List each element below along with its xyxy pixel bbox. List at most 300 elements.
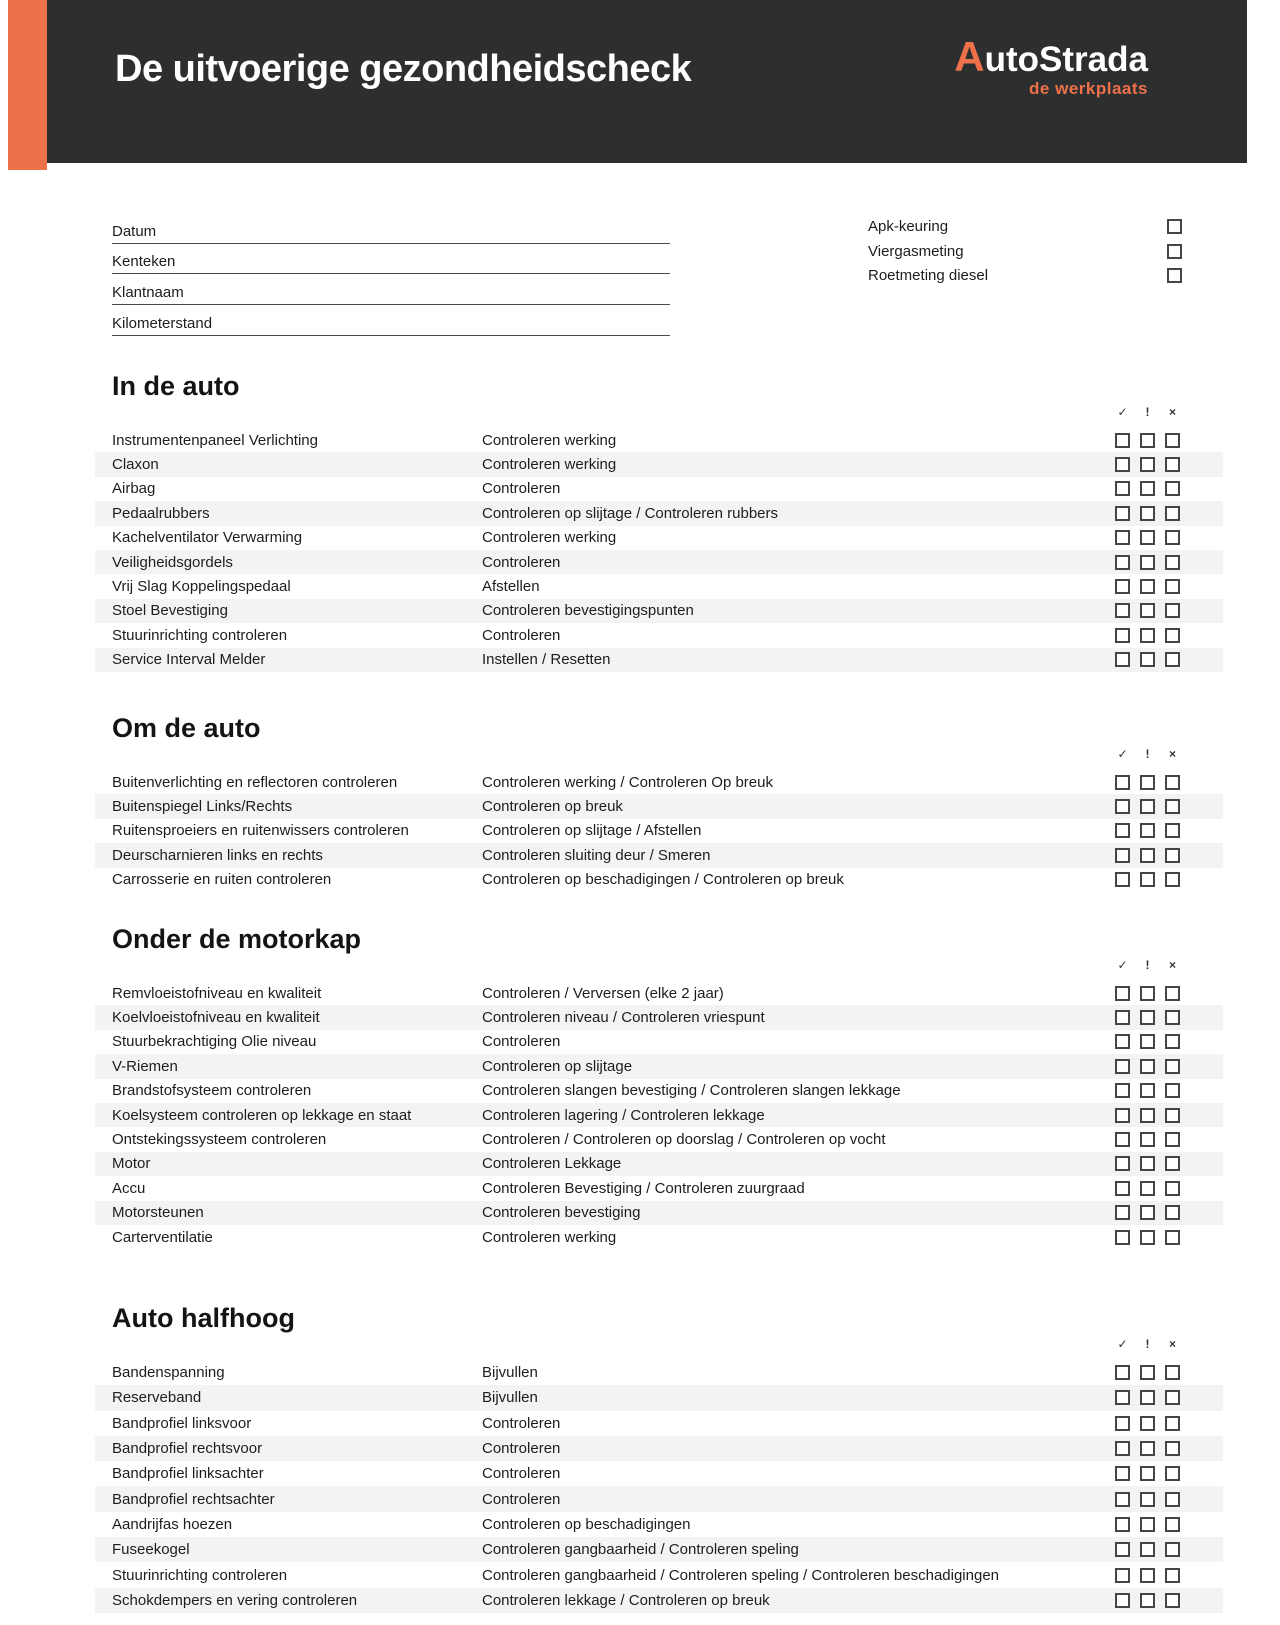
checklist-checkboxes (1115, 506, 1180, 521)
checklist-action-label: Controleren sluiting deur / Smeren (482, 846, 711, 864)
checklist-checkboxes (1115, 1034, 1180, 1049)
checklist-action-label: Controleren op beschadigingen (482, 1515, 691, 1533)
check-attention-checkbox[interactable] (1140, 555, 1155, 570)
check-attention-symbol: ! (1145, 958, 1150, 972)
check-attention-checkbox[interactable] (1140, 1083, 1155, 1098)
check-fail-symbol: × (1168, 405, 1176, 419)
checklist-checkboxes (1115, 1156, 1180, 1171)
checklist-checkboxes (1115, 1108, 1180, 1123)
checklist-row (95, 648, 1223, 672)
checklist-checkboxes (1115, 1010, 1180, 1025)
checklist-item-label: Bandprofiel rechtsvoor (112, 1440, 263, 1458)
apk-keuring-checkbox[interactable] (1167, 219, 1182, 234)
inspection-options (868, 214, 1182, 288)
checklist-checkboxes (1115, 652, 1180, 667)
checklist-row (95, 1152, 1223, 1176)
checklist-checkboxes (1115, 603, 1180, 618)
check-fail-checkbox[interactable] (1165, 775, 1180, 790)
field-datum[interactable] (112, 213, 670, 244)
checklist-action-label: Controleren gangbaarheid / Controleren speling (482, 1541, 799, 1559)
check-fail-checkbox[interactable] (1165, 555, 1180, 570)
check-ok-checkbox[interactable] (1115, 1083, 1130, 1098)
check-attention-checkbox[interactable] (1140, 1390, 1155, 1405)
checklist-row (95, 1103, 1223, 1127)
check-fail-checkbox[interactable] (1165, 1492, 1180, 1507)
checklist-checkboxes (1115, 1517, 1180, 1532)
checklist-row (95, 599, 1223, 623)
checklist-row (95, 1360, 1223, 1385)
check-ok-checkbox[interactable] (1115, 1441, 1130, 1456)
check-ok-checkbox[interactable] (1115, 603, 1130, 618)
check-ok-checkbox[interactable] (1115, 1010, 1130, 1025)
checklist-item-label: Reserveband (112, 1389, 202, 1407)
checklist-item-label: Motorsteunen (112, 1204, 204, 1222)
checklist-checkboxes (1115, 1568, 1180, 1583)
checklist-item-label: Stoel Bevestiging (112, 602, 228, 620)
checklist-row (95, 1436, 1223, 1461)
checklist-row (95, 1054, 1223, 1078)
inspection-row (868, 239, 1182, 264)
checklist-action-label: Controleren gangbaarheid / Controleren speling / Controleren beschadigingen (482, 1566, 1000, 1584)
check-attention-checkbox[interactable] (1140, 457, 1155, 472)
checklist-item-label: V-Riemen (112, 1057, 178, 1075)
checklist-action-label: Controleren op slijtage / Controleren rubbers (482, 504, 778, 522)
checklist-action-label: Controleren werking (482, 529, 617, 547)
checklist-checkboxes (1115, 481, 1180, 496)
checklist-checkboxes (1115, 872, 1180, 887)
check-attention-checkbox[interactable] (1140, 1059, 1155, 1074)
accent-stripe (8, 0, 47, 170)
check-attention-checkbox[interactable] (1140, 1441, 1155, 1456)
checklist-row (95, 1225, 1223, 1249)
field-kenteken[interactable] (112, 244, 670, 275)
checklist-row (95, 1176, 1223, 1200)
field-klantnaam[interactable] (112, 274, 670, 305)
checklist-checkboxes (1115, 1416, 1180, 1431)
checklist-table (95, 770, 1223, 892)
checklist-item-label: Buitenverlichting en reflectoren controleren (112, 773, 398, 791)
check-attention-checkbox[interactable] (1140, 1365, 1155, 1380)
checklist-table (95, 981, 1223, 1249)
check-fail-checkbox[interactable] (1165, 872, 1180, 887)
check-ok-checkbox[interactable] (1115, 1108, 1130, 1123)
checklist-row (95, 574, 1223, 598)
check-attention-symbol: ! (1145, 747, 1150, 761)
checklist-item-label: Claxon (112, 456, 159, 474)
check-ok-symbol: ✓ (1117, 747, 1128, 761)
logo (954, 33, 1148, 98)
checklist-row (95, 1411, 1223, 1436)
check-fail-checkbox[interactable] (1165, 1205, 1180, 1220)
check-attention-checkbox[interactable] (1140, 872, 1155, 887)
check-fail-symbol: × (1168, 958, 1176, 972)
check-fail-checkbox[interactable] (1165, 1059, 1180, 1074)
checklist-checkboxes (1115, 1059, 1180, 1074)
check-attention-checkbox[interactable] (1140, 506, 1155, 521)
checklist-action-label: Afstellen (482, 578, 540, 596)
check-attention-checkbox[interactable] (1140, 986, 1155, 1001)
inspection-label: Roetmeting diesel (868, 267, 989, 285)
check-fail-checkbox[interactable] (1165, 1568, 1180, 1583)
checklist-row (95, 1461, 1223, 1486)
checklist-checkboxes (1115, 579, 1180, 594)
checklist-checkboxes (1115, 1441, 1180, 1456)
check-fail-checkbox[interactable] (1165, 481, 1180, 496)
check-attention-checkbox[interactable] (1140, 433, 1155, 448)
checklist-row (95, 1588, 1223, 1613)
checklist-row (95, 770, 1223, 794)
checklist-checkboxes (1115, 1542, 1180, 1557)
check-ok-checkbox[interactable] (1115, 775, 1130, 790)
checklist-row (95, 1030, 1223, 1054)
checklist-row (95, 868, 1223, 892)
field-label: Kenteken (112, 253, 176, 271)
check-ok-checkbox[interactable] (1115, 1205, 1130, 1220)
checklist-item-label: Fuseekogel (112, 1541, 190, 1559)
checklist-item-label: Bandprofiel linksvoor (112, 1414, 252, 1432)
checklist-item-label: Remvloeistofniveau en kwaliteit (112, 984, 322, 1002)
check-attention-checkbox[interactable] (1140, 579, 1155, 594)
check-fail-checkbox[interactable] (1165, 530, 1180, 545)
check-fail-checkbox[interactable] (1165, 1593, 1180, 1608)
checklist-action-label: Controleren werking (482, 1228, 617, 1246)
check-fail-checkbox[interactable] (1165, 986, 1180, 1001)
checklist-row (95, 794, 1223, 818)
checklist-item-label: Veiligheidsgordels (112, 553, 233, 571)
check-fail-checkbox[interactable] (1165, 1441, 1180, 1456)
checklist-action-label: Controleren (482, 480, 561, 498)
checklist-item-label: Koelvloeistofniveau en kwaliteit (112, 1009, 320, 1027)
checklist-action-label: Controleren op beschadigingen / Controleren op breuk (482, 871, 844, 889)
check-attention-checkbox[interactable] (1140, 481, 1155, 496)
check-ok-checkbox[interactable] (1115, 1365, 1130, 1380)
check-ok-checkbox[interactable] (1115, 1059, 1130, 1074)
check-fail-checkbox[interactable] (1165, 1108, 1180, 1123)
checklist-checkboxes (1115, 1083, 1180, 1098)
checklist-action-label: Controleren bevestigingspunten (482, 602, 694, 620)
checklist-row (95, 452, 1223, 476)
checklist-row (95, 428, 1223, 452)
checklist-checkboxes (1115, 1205, 1180, 1220)
checklist-action-label: Controleren op slijtage (482, 1057, 633, 1075)
field-label: Kilometerstand (112, 314, 213, 332)
check-column-header (95, 1336, 1223, 1352)
check-ok-checkbox[interactable] (1115, 481, 1130, 496)
roetmeting-diesel-checkbox[interactable] (1167, 268, 1182, 283)
checklist-checkboxes (1115, 1365, 1180, 1380)
check-fail-checkbox[interactable] (1165, 848, 1180, 863)
checklist-checkboxes (1115, 848, 1180, 863)
check-ok-symbol: ✓ (1117, 958, 1128, 972)
checklist-row (95, 1201, 1223, 1225)
check-fail-checkbox[interactable] (1165, 1156, 1180, 1171)
checklist-action-label: Controleren lekkage / Controleren op breuk (482, 1591, 770, 1609)
checklist-checkboxes (1115, 433, 1180, 448)
check-ok-checkbox[interactable] (1115, 1181, 1130, 1196)
checklist-action-label: Controleren Bevestiging / Controleren zuurgraad (482, 1179, 805, 1197)
checklist-action-label: Controleren Lekkage (482, 1155, 622, 1173)
checklist-action-label: Controleren bevestiging (482, 1204, 641, 1222)
check-fail-checkbox[interactable] (1165, 433, 1180, 448)
check-ok-checkbox[interactable] (1115, 628, 1130, 643)
checklist-row (95, 1486, 1223, 1511)
check-attention-checkbox[interactable] (1140, 1416, 1155, 1431)
section-title: Om de auto (112, 713, 261, 743)
checklist-row (95, 1512, 1223, 1537)
checklist-action-label: Controleren (482, 1414, 561, 1432)
checklist-row (95, 477, 1223, 501)
check-fail-symbol: × (1168, 747, 1176, 761)
checklist-item-label: Ruitensproeiers en ruitenwissers controleren (112, 822, 409, 840)
checklist-item-label: Motor (112, 1155, 151, 1173)
check-attention-checkbox[interactable] (1140, 1593, 1155, 1608)
checklist-item-label: Accu (112, 1179, 146, 1197)
check-ok-checkbox[interactable] (1115, 799, 1130, 814)
checklist-checkboxes (1115, 1593, 1180, 1608)
check-attention-checkbox[interactable] (1140, 848, 1155, 863)
checklist-item-label: Carrosserie en ruiten controleren (112, 871, 332, 889)
check-attention-checkbox[interactable] (1140, 603, 1155, 618)
check-fail-checkbox[interactable] (1165, 1083, 1180, 1098)
checklist-action-label: Controleren / Verversen (elke 2 jaar) (482, 984, 724, 1002)
check-ok-checkbox[interactable] (1115, 530, 1130, 545)
checklist-item-label: Schokdempers en vering controleren (112, 1591, 358, 1609)
check-ok-checkbox[interactable] (1115, 1568, 1130, 1583)
check-fail-checkbox[interactable] (1165, 1466, 1180, 1481)
check-attention-checkbox[interactable] (1140, 1156, 1155, 1171)
checklist-item-label: Ontstekingssysteem controleren (112, 1131, 327, 1149)
check-fail-checkbox[interactable] (1165, 1034, 1180, 1049)
checklist-action-label: Controleren / Controleren op doorslag / Controleren op vocht (482, 1131, 886, 1149)
check-attention-checkbox[interactable] (1140, 1492, 1155, 1507)
section-auto-halfhoog (95, 1302, 1223, 1613)
checklist-action-label: Controleren op slijtage / Afstellen (482, 822, 702, 840)
check-fail-checkbox[interactable] (1165, 799, 1180, 814)
section-om-de-auto (95, 712, 1223, 892)
checklist-checkboxes (1115, 775, 1180, 790)
check-attention-checkbox[interactable] (1140, 823, 1155, 838)
check-fail-checkbox[interactable] (1165, 1230, 1180, 1245)
check-attention-symbol: ! (1145, 1337, 1150, 1351)
checklist-action-label: Controleren lagering / Controleren lekkage (482, 1106, 765, 1124)
check-fail-checkbox[interactable] (1165, 457, 1180, 472)
inspection-row (868, 264, 1182, 289)
checklist-action-label: Controleren werking (482, 431, 617, 449)
checklist-row (95, 526, 1223, 550)
checklist-item-label: Buitenspiegel Links/Rechts (112, 798, 293, 816)
check-column-header (95, 746, 1223, 762)
check-fail-checkbox[interactable] (1165, 1390, 1180, 1405)
check-attention-checkbox[interactable] (1140, 1568, 1155, 1583)
check-ok-checkbox[interactable] (1115, 1390, 1130, 1405)
checklist-item-label: Koelsysteem controleren op lekkage en staat (112, 1106, 412, 1124)
checklist-row (95, 843, 1223, 867)
check-ok-checkbox[interactable] (1115, 1492, 1130, 1507)
check-ok-checkbox[interactable] (1115, 1034, 1130, 1049)
checklist-action-label: Controleren (482, 1465, 561, 1483)
check-ok-checkbox[interactable] (1115, 652, 1130, 667)
checklist-checkboxes (1115, 1492, 1180, 1507)
check-fail-checkbox[interactable] (1165, 1181, 1180, 1196)
checklist-checkboxes (1115, 986, 1180, 1001)
check-attention-checkbox[interactable] (1140, 1108, 1155, 1123)
form-fields (112, 213, 670, 336)
checklist-row (95, 1079, 1223, 1103)
checklist-checkboxes (1115, 555, 1180, 570)
checklist-action-label: Bijvullen (482, 1364, 538, 1382)
checklist-item-label: Pedaalrubbers (112, 504, 210, 522)
checklist-checkboxes (1115, 1466, 1180, 1481)
checklist-checkboxes (1115, 1132, 1180, 1147)
checklist-checkboxes (1115, 457, 1180, 472)
section-title: Onder de motorkap (112, 924, 362, 954)
check-ok-checkbox[interactable] (1115, 1416, 1130, 1431)
checklist-row (95, 501, 1223, 525)
checklist-action-label: Controleren (482, 1033, 561, 1051)
check-column-header (95, 957, 1223, 973)
checklist-action-label: Controleren op breuk (482, 798, 623, 816)
checklist-checkboxes (1115, 1390, 1180, 1405)
check-attention-symbol: ! (1145, 405, 1150, 419)
checklist-item-label: Vrij Slag Koppelingspedaal (112, 578, 291, 596)
check-ok-checkbox[interactable] (1115, 457, 1130, 472)
section-title: Auto halfhoog (112, 1303, 295, 1333)
checklist-item-label: Instrumentenpaneel Verlichting (112, 431, 318, 449)
checklist-action-label: Controleren slangen bevestiging / Controleren slangen lekkage (482, 1082, 901, 1100)
inspection-row (868, 214, 1182, 239)
checklist-item-label: Airbag (112, 480, 156, 498)
logo-wordmark (954, 33, 1148, 80)
page-title: De uitvoerige gezondheidscheck (115, 48, 692, 90)
checklist-item-label: Deurscharnieren links en rechts (112, 846, 323, 864)
check-column-header (95, 404, 1223, 420)
check-fail-checkbox[interactable] (1165, 1132, 1180, 1147)
checklist-table (95, 1360, 1223, 1613)
check-fail-checkbox[interactable] (1165, 579, 1180, 594)
inspection-label: Viergasmeting (868, 242, 964, 260)
checklist-checkboxes (1115, 799, 1180, 814)
check-fail-checkbox[interactable] (1165, 1010, 1180, 1025)
checklist-row (95, 1127, 1223, 1151)
check-attention-checkbox[interactable] (1140, 1205, 1155, 1220)
header (47, 0, 1247, 163)
check-ok-checkbox[interactable] (1115, 848, 1130, 863)
check-fail-checkbox[interactable] (1165, 1542, 1180, 1557)
check-ok-checkbox[interactable] (1115, 555, 1130, 570)
check-attention-checkbox[interactable] (1140, 1230, 1155, 1245)
checklist-action-label: Controleren (482, 1440, 561, 1458)
check-attention-checkbox[interactable] (1140, 1010, 1155, 1025)
check-attention-checkbox[interactable] (1140, 652, 1155, 667)
section-in-de-auto (95, 370, 1223, 672)
check-fail-checkbox[interactable] (1165, 823, 1180, 838)
check-ok-symbol: ✓ (1117, 405, 1128, 419)
checklist-table (95, 428, 1223, 672)
check-ok-checkbox[interactable] (1115, 986, 1130, 1001)
check-ok-checkbox[interactable] (1115, 1156, 1130, 1171)
checklist-action-label: Controleren (482, 553, 561, 571)
check-ok-checkbox[interactable] (1115, 1593, 1130, 1608)
checklist-row (95, 1005, 1223, 1029)
checklist-item-label: Service Interval Melder (112, 651, 266, 669)
checklist-row (95, 623, 1223, 647)
section-onder-de-motorkap (95, 923, 1223, 1249)
checklist-action-label: Bijvullen (482, 1389, 538, 1407)
check-attention-checkbox[interactable] (1140, 1466, 1155, 1481)
check-fail-checkbox[interactable] (1165, 506, 1180, 521)
checklist-action-label: Controleren niveau / Controleren vriespunt (482, 1009, 765, 1027)
check-attention-checkbox[interactable] (1140, 1132, 1155, 1147)
checklist-row (95, 1537, 1223, 1562)
checklist-row (95, 819, 1223, 843)
field-kilometerstand[interactable] (112, 305, 670, 336)
check-ok-checkbox[interactable] (1115, 1230, 1130, 1245)
checklist-item-label: Bandprofiel linksachter (112, 1465, 264, 1483)
viergasmeting-checkbox[interactable] (1167, 244, 1182, 259)
checklist-action-label: Instellen / Resetten (482, 651, 611, 669)
check-ok-checkbox[interactable] (1115, 579, 1130, 594)
checklist-row (95, 981, 1223, 1005)
check-attention-checkbox[interactable] (1140, 628, 1155, 643)
checklist-item-label: Bandenspanning (112, 1364, 225, 1382)
check-ok-checkbox[interactable] (1115, 872, 1130, 887)
check-ok-checkbox[interactable] (1115, 1542, 1130, 1557)
check-ok-checkbox[interactable] (1115, 506, 1130, 521)
check-attention-checkbox[interactable] (1140, 1034, 1155, 1049)
logo-subtitle: de werkplaats (1029, 79, 1148, 98)
check-fail-checkbox[interactable] (1165, 628, 1180, 643)
check-attention-checkbox[interactable] (1140, 530, 1155, 545)
check-ok-checkbox[interactable] (1115, 1466, 1130, 1481)
checklist-checkboxes (1115, 628, 1180, 643)
check-attention-checkbox[interactable] (1140, 1517, 1155, 1532)
check-fail-checkbox[interactable] (1165, 1517, 1180, 1532)
checklist-item-label: Carterventilatie (112, 1228, 213, 1246)
field-label: Klantnaam (112, 284, 184, 302)
checklist-row (95, 1385, 1223, 1410)
checklist-checkboxes (1115, 823, 1180, 838)
check-fail-checkbox[interactable] (1165, 1416, 1180, 1431)
checklist-action-label: Controleren (482, 626, 561, 644)
checklist-checkboxes (1115, 1230, 1180, 1245)
check-attention-checkbox[interactable] (1140, 1542, 1155, 1557)
checklist-checkboxes (1115, 530, 1180, 545)
checklist-item-label: Stuurinrichting controleren (112, 1566, 288, 1584)
check-ok-checkbox[interactable] (1115, 1517, 1130, 1532)
logo-accent-letter: A (954, 33, 985, 80)
checklist-item-label: Brandstofsysteem controleren (112, 1082, 312, 1100)
check-attention-checkbox[interactable] (1140, 799, 1155, 814)
checklist-item-label: Aandrijfas hoezen (112, 1515, 233, 1533)
check-attention-checkbox[interactable] (1140, 775, 1155, 790)
check-ok-checkbox[interactable] (1115, 433, 1130, 448)
checklist-row (95, 550, 1223, 574)
check-attention-checkbox[interactable] (1140, 1181, 1155, 1196)
check-ok-checkbox[interactable] (1115, 1132, 1130, 1147)
field-label: Datum (112, 222, 157, 240)
check-fail-checkbox[interactable] (1165, 603, 1180, 618)
checklist-item-label: Stuurinrichting controleren (112, 626, 288, 644)
checklist-item-label: Kachelventilator Verwarming (112, 529, 303, 547)
check-ok-checkbox[interactable] (1115, 823, 1130, 838)
check-fail-checkbox[interactable] (1165, 1365, 1180, 1380)
logo-rest: utoStrada (984, 40, 1148, 79)
check-fail-checkbox[interactable] (1165, 652, 1180, 667)
section-title: In de auto (112, 371, 240, 401)
checklist-checkboxes (1115, 1181, 1180, 1196)
check-ok-symbol: ✓ (1117, 1337, 1128, 1351)
inspection-label: Apk-keuring (868, 217, 949, 235)
